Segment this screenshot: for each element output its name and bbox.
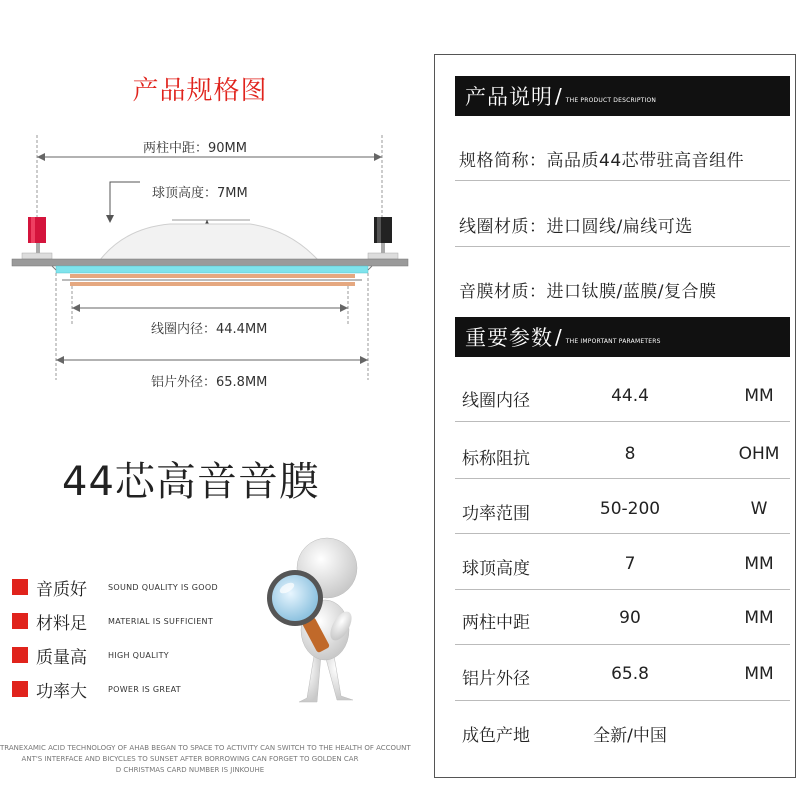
coil-inner-label: 线圈内径：44.4MM (147, 318, 271, 337)
arrow-down-icon (106, 215, 114, 223)
aluminum-outer-label: 铝片外径：65.8MM (147, 371, 271, 390)
desc-line: 规格简称：高品质44芯带驻高音组件 (459, 151, 745, 171)
dome-shape (100, 224, 318, 260)
param-unit: W (750, 499, 768, 519)
divider (455, 644, 790, 645)
feature-item: 材料足 MATERIAL IS SUFFICIENT (12, 610, 213, 632)
arrow-left-icon (56, 356, 64, 364)
tweeter-spec-diagram (0, 120, 420, 400)
arrow-right-icon (374, 153, 382, 161)
param-label: 标称阻抗 (462, 449, 530, 469)
param-label: 球顶高度 (462, 559, 530, 579)
important-parameters-header: 重要参数 / THE IMPORTANT PARAMETERS (455, 317, 790, 357)
footer-text-line: ANT'S INTERFACE AND BICYCLES TO SUNSET AFTER BORROWING CAN FORGET TO GOLDEN CAR (21, 755, 359, 763)
param-label: 铝片外径 (462, 669, 530, 689)
divider (455, 478, 790, 479)
arrow-right-icon (360, 356, 368, 364)
pillar-distance-label: 两柱中距：90MM (139, 137, 251, 156)
coil-layer-top (70, 274, 355, 278)
param-unit: MM (744, 554, 774, 574)
desc-line: 线圈材质：进口圆线/扁线可选 (459, 217, 693, 237)
param-value: 全新/中国 (593, 726, 667, 746)
arrow-left-icon (37, 153, 45, 161)
arrow-right-icon (340, 304, 348, 312)
arrow-left-icon (72, 304, 80, 312)
param-label: 线圈内径 (462, 391, 530, 411)
param-value: 50-200 (599, 499, 661, 519)
feature-item: 功率大 POWER IS GREAT (12, 678, 181, 700)
feature-item: 质量高 HIGH QUALITY (12, 644, 169, 666)
spec-diagram-title: 产品规格图 (132, 76, 268, 106)
magnifier-lens-icon (272, 575, 318, 621)
dome-height-leader (110, 182, 140, 215)
mascot-magnifier-illustration (255, 530, 375, 710)
divider (455, 246, 790, 247)
param-unit: OHM (738, 444, 780, 464)
param-value: 65.8 (611, 664, 649, 684)
param-value: 7 (624, 554, 636, 574)
param-label: 功率范围 (462, 504, 530, 524)
param-unit: MM (744, 386, 774, 406)
divider (455, 589, 790, 590)
bullet-square-icon (12, 579, 28, 595)
terminal-black (374, 217, 392, 243)
diaphragm-film (56, 266, 368, 273)
param-unit: MM (744, 608, 774, 628)
divider (455, 700, 790, 701)
dome-height-label: 球顶高度：7MM (148, 182, 252, 201)
coil-layer-bottom (70, 282, 355, 286)
terminal-red (28, 217, 46, 243)
product-description-header: 产品说明 / THE PRODUCT DESCRIPTION (455, 76, 790, 116)
footer-text-line: TRANEXAMIC ACID TECHNOLOGY OF AHAB BEGAN TO SPACE TO ACTIVITY CAN SWITCH TO THE HEALTH OF ACCOUNT (0, 744, 411, 752)
bullet-square-icon (12, 647, 28, 663)
divider (455, 180, 790, 181)
param-label: 两柱中距 (462, 613, 530, 633)
param-value: 44.4 (611, 386, 649, 406)
divider (455, 421, 790, 422)
divider (455, 533, 790, 534)
param-unit: MM (744, 664, 774, 684)
param-value: 8 (624, 444, 636, 464)
feature-item: 音质好 SOUND QUALITY IS GOOD (12, 576, 218, 598)
bullet-square-icon (12, 681, 28, 697)
bullet-square-icon (12, 613, 28, 629)
base-plate (12, 259, 408, 266)
footer-text-line: D CHRISTMAS CARD NUMBER IS JINKOUHE (115, 766, 265, 774)
product-name: 44芯高音音膜 (62, 459, 320, 505)
param-value: 90 (619, 608, 641, 628)
param-label: 成色产地 (462, 726, 530, 746)
desc-line: 音膜材质：进口钛膜/蓝膜/复合膜 (459, 282, 717, 302)
